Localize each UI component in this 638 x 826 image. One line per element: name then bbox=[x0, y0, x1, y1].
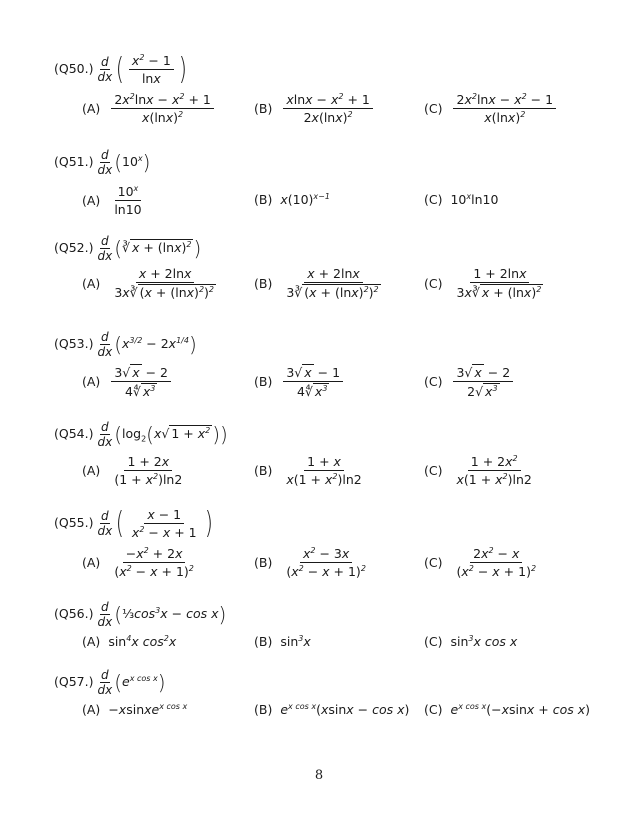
question-number: (Q50.) bbox=[54, 61, 94, 76]
choice-q54-c: (C) $1 + 2x^2$ $x(1 + x^2)\ln 2$ bbox=[424, 454, 532, 488]
question-q54: (Q54.) $\frac{d}{dx}$ ($\log_2(x√$ $1 + x^2$ )) bbox=[54, 420, 228, 449]
choice-q51-b: (B) $x(10)^{x-1}$ bbox=[254, 192, 330, 208]
question-q55: (Q55.) $\frac{d}{dx}$ ( $\frac{x - 1}{x^2 - x + 1}$ ) bbox=[54, 506, 213, 541]
question-number: (Q55.) bbox=[54, 515, 94, 530]
question-q53: (Q53.) $\frac{d}{dx}$ $(x^{3/2} - 2x^{1/4})$ bbox=[54, 330, 197, 359]
question-q52: (Q52.) $\frac{d}{dx}$ (∛ $x + (\ln x)^2$ ) bbox=[54, 234, 202, 263]
choice-q55-c: (C) $2x^2 - x$ $(x^2 - x + 1)^2$ bbox=[424, 546, 537, 580]
choice-q50-a: (A) $2x^2\ln x - x^2 + 1$ $x(\ln x)^2$ bbox=[82, 92, 217, 125]
question-q56: (Q56.) $\frac{d}{dx}$ $(\frac{1}{3}\cos^3x - \cos x)$ bbox=[54, 600, 227, 629]
derivative-operator: $\frac{d}{dx}$ bbox=[97, 55, 113, 84]
choice-q51-c: (C) 10$^x$ln10 bbox=[424, 192, 499, 208]
choice-q51-a: (A) 10$^x$ ln10 bbox=[82, 184, 142, 218]
choice-q52-b: (B) x + 2lnx 3∛ $(x + (\ln x)^2)^2$ bbox=[254, 266, 379, 301]
choice-q50-b: (B) $xlnx - x^2 + 1$ $2x(\ln x)^2$ bbox=[254, 92, 376, 125]
question-q50: (Q50.) $\frac{d}{dx}$ ( $\frac{x^2 - 1}{\ln x}$ ) bbox=[54, 52, 187, 87]
question-number: (Q57.) bbox=[54, 674, 94, 689]
question-number: (Q52.) bbox=[54, 240, 94, 255]
derivative-operator: $\frac{d}{dx}$ bbox=[97, 234, 113, 263]
question-number: (Q53.) bbox=[54, 336, 94, 351]
derivative-operator: $\frac{d}{dx}$ bbox=[97, 509, 113, 538]
question-expression: $\frac{x^2 - 1}{\ln x}$ bbox=[129, 53, 174, 86]
choice-q52-a: (A) x + 2lnx 3x∛ $(x + (\ln x)^2)^2$ bbox=[82, 266, 215, 301]
derivative-operator: $\frac{d}{dx}$ bbox=[97, 668, 113, 697]
choice-q53-c: (C) 3√ x − 2 2√ $x^3$ bbox=[424, 364, 516, 399]
choice-q57-a: (A) −xsinxe$^{x cos x}$ bbox=[82, 702, 188, 718]
choice-q56-b: (B) $\sin^3x$ bbox=[254, 634, 311, 650]
choice-q57-b: (B) $e^{x cos x}(xsinx - \cos x)$ bbox=[254, 702, 410, 718]
choice-q55-b: (B) $x^2 - 3x$ $(x^2 - x + 1)^2$ bbox=[254, 546, 366, 580]
question-number: (Q56.) bbox=[54, 606, 94, 621]
choice-q54-b: (B) 1 + x $x(1 + x^2)\ln 2$ bbox=[254, 454, 362, 488]
question-number: (Q54.) bbox=[54, 426, 94, 441]
derivative-operator: $\frac{d}{dx}$ bbox=[97, 330, 113, 359]
question-q51: (Q51.) $\frac{d}{dx}$ (10$^x$) bbox=[54, 148, 151, 177]
derivative-operator: $\frac{d}{dx}$ bbox=[97, 420, 113, 449]
choice-q56-a: (A) $\sin^4x$ $\cos^2x$ bbox=[82, 634, 177, 650]
page-number: 8 bbox=[314, 768, 324, 783]
choice-q55-a: (A) $-x^2 + 2x$ $(x^2 - x + 1)^2$ bbox=[82, 546, 194, 580]
choice-q52-c: (C) 1 + 2lnx 3x∛ $x + (\ln x)^2$ bbox=[424, 266, 542, 301]
question-q57: (Q57.) $\frac{d}{dx}$ $(e^{x cos x})$ bbox=[54, 668, 166, 697]
choice-q57-c: (C) $e^{x cos x}(-xsinx + \cos x)$ bbox=[424, 702, 591, 718]
derivative-operator: $\frac{d}{dx}$ bbox=[97, 148, 113, 177]
derivative-operator: $\frac{d}{dx}$ bbox=[97, 600, 113, 629]
choice-q53-b: (B) 3√ x − 1 4∜ $x^3$ bbox=[254, 364, 346, 399]
choice-q50-c: (C) $2x^2\ln x - x^2 - 1$ $x(\ln x)^2$ bbox=[424, 92, 559, 125]
question-number: (Q51.) bbox=[54, 154, 94, 169]
choice-q54-a: (A) 1 + 2x $(1 + x^2)\ln 2$ bbox=[82, 454, 183, 488]
choice-q56-c: (C) $\sin^3x$ cos x bbox=[424, 634, 518, 650]
choice-q53-a: (A) 3√ x − 2 4∜ $x^3$ bbox=[82, 364, 174, 399]
